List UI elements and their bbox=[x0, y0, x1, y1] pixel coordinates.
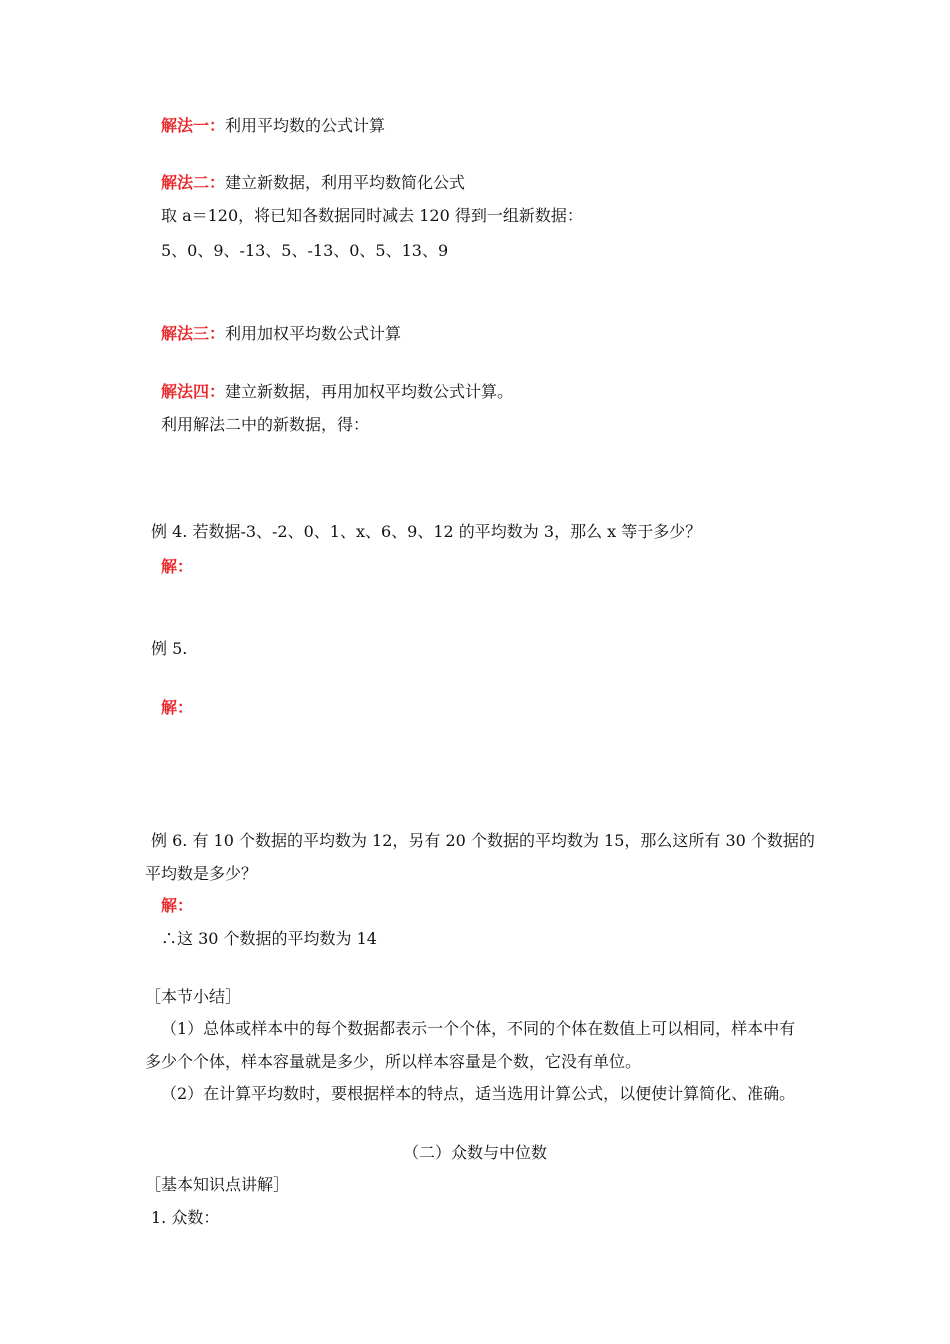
summary-p1-line2: 多少个个体，样本容量就是多少，所以样本容量是个数，它没有单位。 bbox=[145, 1052, 642, 1071]
example6-question-line2: 平均数是多少？ bbox=[145, 864, 258, 883]
method4-line bbox=[161, 382, 513, 402]
method3-text: 利用加权平均数公式计算 bbox=[225, 324, 402, 343]
method2-line2: 取 a＝120，将已知各数据同时减去 120 得到一组新数据： bbox=[161, 206, 583, 225]
example4-question: 例 4. 若数据-3、-2、0、1、x、6、9、12 的平均数为 3，那么 x 等于多少？ bbox=[151, 522, 702, 541]
example5-answer-label: 解： bbox=[161, 698, 194, 717]
section2-item1: 1. 众数： bbox=[151, 1208, 220, 1227]
example6-question-line1: 例 6. 有 10 个数据的平均数为 12，另有 20 个数据的平均数为 15，那么这所有 30 个数据的 bbox=[151, 831, 815, 850]
section2-heading: ［基本知识点讲解］ bbox=[145, 1175, 290, 1194]
method1-label: 解法一： bbox=[161, 116, 226, 135]
example6-answer-label: 解： bbox=[161, 896, 194, 915]
section2-title: （二）众数与中位数 bbox=[402, 1143, 547, 1162]
method2-text: 建立新数据，利用平均数简化公式 bbox=[225, 173, 466, 192]
example6-conclusion: ∴这 30 个数据的平均数为 14 bbox=[161, 929, 377, 948]
method2-line bbox=[161, 173, 465, 193]
method3-label: 解法三： bbox=[161, 324, 226, 343]
summary-p2: （2）在计算平均数时，要根据样本的特点，适当选用计算公式，以便使计算简化、准确。 bbox=[161, 1084, 796, 1103]
method4-label: 解法四： bbox=[161, 382, 226, 401]
method3-line bbox=[161, 324, 401, 344]
method2-label: 解法二： bbox=[161, 173, 226, 192]
example4-answer-label: 解： bbox=[161, 557, 194, 576]
summary-heading: ［本节小结］ bbox=[145, 987, 242, 1006]
method4-line2: 利用解法二中的新数据，得： bbox=[161, 415, 370, 434]
summary-p1-line1: （1）总体或样本中的每个数据都表示一个个体，不同的个体在数值上可以相同，样本中有 bbox=[161, 1019, 796, 1038]
method2-new-data: 5、0、9、-13、5、-13、0、5、13、9 bbox=[161, 241, 449, 260]
method4-text: 建立新数据，再用加权平均数公式计算。 bbox=[225, 382, 514, 401]
method1-line bbox=[161, 116, 385, 136]
example5-question: 例 5. bbox=[151, 639, 188, 658]
method1-text: 利用平均数的公式计算 bbox=[225, 116, 386, 135]
